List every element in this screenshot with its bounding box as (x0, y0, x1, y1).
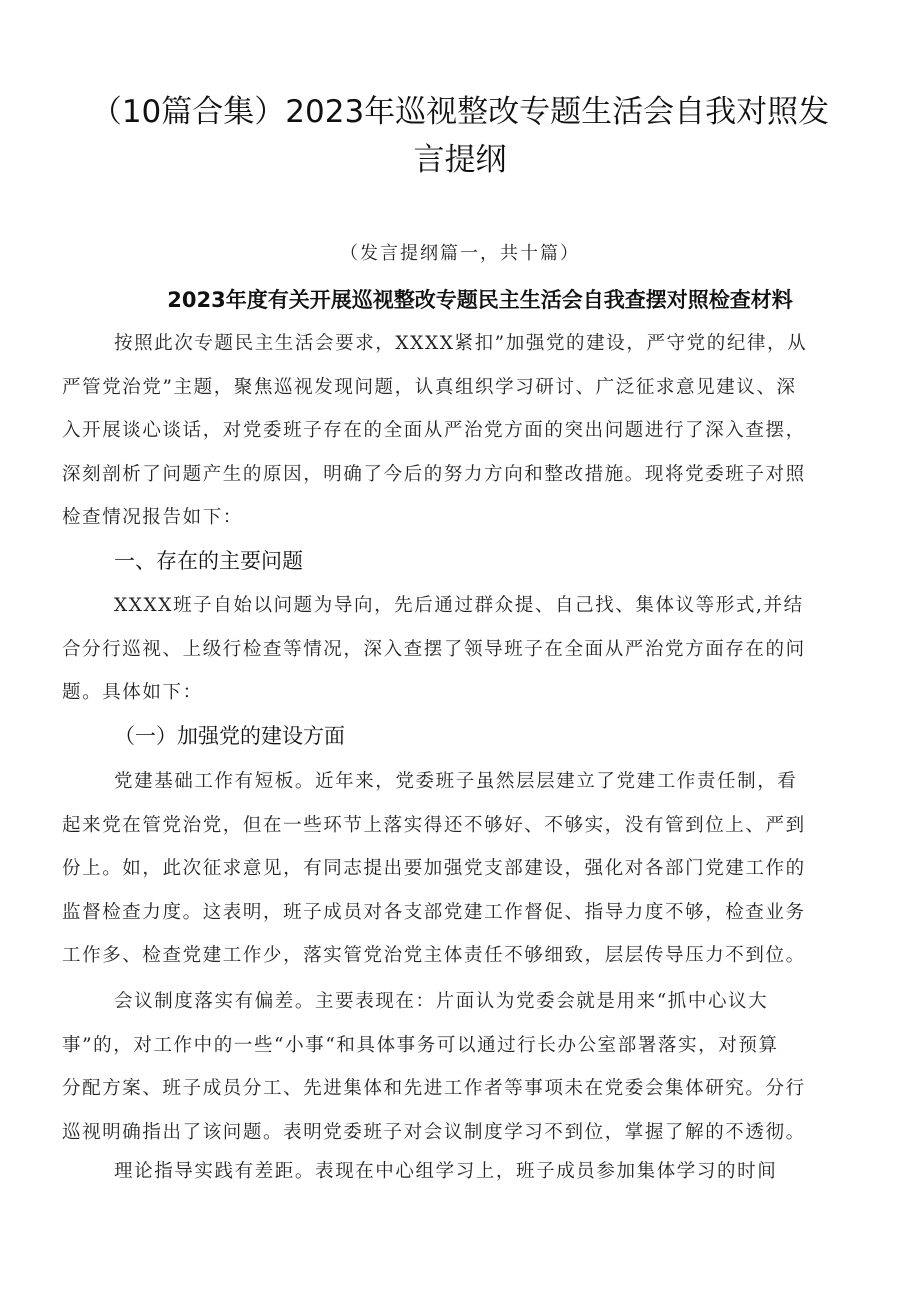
party-building-line: 份上。如，此次征求意见，有同志提出要加强党支部建设，强化对各部门党建工作的 (62, 858, 806, 879)
meeting-system-line: 会议制度落实有偏差。主要表现在：片面认为党委会就是用来“抓中心议大 (114, 991, 769, 1012)
meeting-system-line: 巡视明确指出了该问题。表明党委班子对会议制度学习不到位，掌握了解的不透彻。 (62, 1121, 806, 1143)
meeting-system-paragraph (62, 980, 862, 1154)
theory-practice-paragraph (62, 1150, 862, 1194)
main-heading: 2023年度有关开展巡视整改专题民主生活会自我查摆对照检查材料 (167, 288, 793, 312)
intro-line: 按照此次专题民主生活会要求，XXXX紧扣”加强党的建设，严守党的纪律，从 (114, 333, 808, 354)
meeting-system-line: 分配方案、班子成员分工、先进集体和先进工作者等事项未在党委会集体研究。分行 (62, 1078, 806, 1099)
document-title-line-1: （10篇合集）2023年巡视整改专题生活会自我对照发 (90, 94, 830, 130)
section1-line: 题。具体如下： (62, 682, 203, 703)
subsection-heading-party-building: （一）加强党的建设方面 (114, 724, 345, 748)
party-building-line: 工作多、检查党建工作少，落实管党治党主体责任不够细致，层层传导压力不到位。 (62, 945, 806, 966)
section1-line: XXXX班子自始以问题为导向，先后通过群众提、自己找、集体议等形式,并结 (114, 595, 804, 616)
intro-line: 深刻剖析了问题产生的原因，明确了今后的努力方向和整改措施。现将党委班子对照 (62, 463, 806, 485)
section1-paragraph (62, 584, 862, 715)
party-building-line: 监督检查力度。这表明，班子成员对各支部党建工作督促、指导力度不够，检查业务 (62, 901, 806, 923)
party-building-line: 党建基础工作有短板。近年来，党委班子虽然层层建立了党建工作责任制，看 (114, 771, 798, 792)
section1-line: 合分行巡视、上级行检查等情况，深入查摆了领导班子在全面从严治党方面存在的问 (62, 638, 806, 660)
theory-practice-line: 理论指导实践有差距。表现在中心组学习上，班子成员参加集体学习的时间 (114, 1161, 778, 1182)
party-building-line: 起来党在管党治党，但在一些环节上落实得还不够好、不够实，没有管到位上、严到 (62, 814, 806, 836)
intro-line: 严管党治党”主题，聚焦巡视发现问题，认真组织学习研讨、广泛征求意见建议、深 (62, 376, 797, 398)
document-title-line-2: 言提纲 (413, 142, 507, 178)
intro-line: 入开展谈心谈话，对党委班子存在的全面从严治党方面的突出问题进行了深入查摆， (62, 420, 806, 441)
intro-paragraph (62, 322, 862, 540)
party-building-paragraph (62, 760, 862, 978)
document-subtitle: （发言提纲篇一，共十篇） (340, 243, 580, 264)
meeting-system-line: 事”的，对工作中的一些“小事“和具体事务可以通过行长办公室部署落实，对预算 (62, 1034, 779, 1056)
section-heading-main-problems: 一、存在的主要问题 (114, 549, 303, 573)
intro-line: 检查情况报告如下： (62, 507, 243, 528)
